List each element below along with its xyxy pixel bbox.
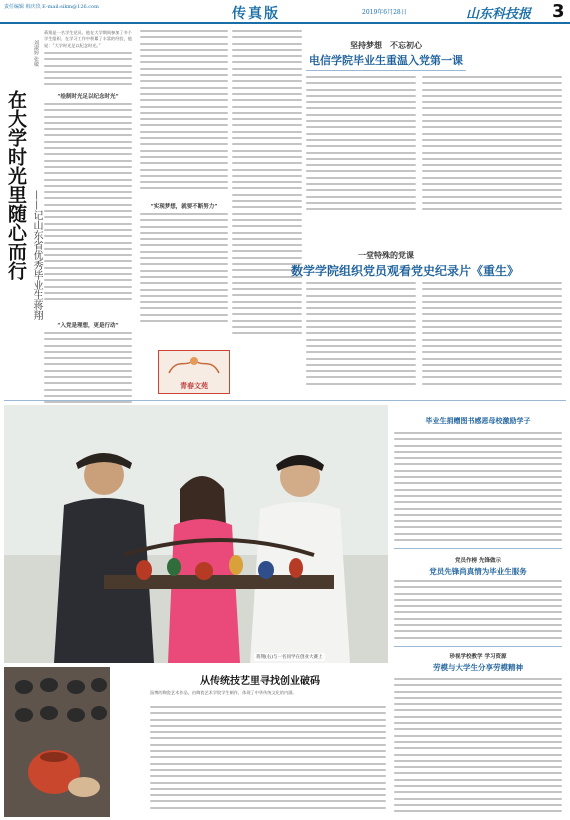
bottom-story-headline: 从传统技艺里寻找创业破码 [200, 676, 320, 687]
lead-subhead-3: “实现梦想，就要不断努力” [150, 204, 218, 210]
editor-info: 责任编辑 韩庆玖 E-mail:sikm@126.com [4, 4, 99, 10]
section-divider [4, 400, 566, 401]
bottom-story-lead: 淄博的陶瓷艺术作品，由陶瓷艺术学院学生制作，体现了中华传统文化的内涵。 [150, 690, 297, 695]
donation-text [394, 432, 562, 544]
lead-headline: 在大学时光里随心而行 [5, 90, 27, 280]
donation-headline: 毕业生捐赠图书感恩母校激励学子 [425, 416, 531, 425]
photo-caption: 蒋翔(右)与一名同学在创业大赛上 [256, 655, 323, 660]
service-text [394, 580, 562, 642]
literary-stamp [158, 350, 230, 394]
page-number: 3 [552, 1, 565, 22]
mid-story-kicker: 一堂特殊的党课 [358, 250, 414, 260]
lead-text-block [44, 103, 132, 308]
divider [394, 548, 562, 549]
stamp-label: 青春文苑 [180, 381, 208, 390]
issue-date: 2019年6月28日 [362, 9, 407, 16]
top-story-text [306, 76, 416, 221]
top-story-headline: 电信学院毕业生重温入党第一课 [309, 54, 463, 67]
mid-story-text [422, 282, 562, 392]
lead-text-block [232, 30, 302, 350]
service-kicker: 党员作榜 先锋做示 [455, 558, 501, 564]
flower-illustration [159, 351, 229, 377]
lead-intro-text: 蒋翔是一名学生党员。他在大学期间参加了多个学生组织，在学习工作中积累了丰富的经验，他说：“大学时光足以纪念时光。” [44, 30, 132, 48]
divider [306, 70, 466, 71]
pottery-illustration [4, 667, 110, 817]
top-story-text [422, 76, 562, 221]
bottom-story-text [150, 706, 386, 816]
students-with-ceramics-illustration [4, 405, 388, 663]
lead-text-block [140, 213, 228, 333]
newspaper-logo: 山东科技报 [466, 7, 532, 22]
section-title: 传真版 [232, 6, 280, 22]
lead-subhead-2: “入党是理想，更是行动” [57, 323, 119, 329]
page-header [0, 0, 570, 24]
mid-story-headline: 数学学院组织党员观看党史纪录片《重生》 [290, 264, 519, 278]
divider [394, 646, 562, 647]
lead-text-block [44, 52, 132, 88]
model-worker-text [394, 678, 562, 816]
lead-subhead-1: “绘制时光足以纪念时光” [57, 94, 119, 100]
mid-story-text [306, 282, 416, 392]
model-worker-kicker: 珍视学校教学 学习资源 [449, 654, 507, 660]
top-story-kicker: 坚持梦想 不忘初心 [350, 40, 422, 50]
feature-photo [4, 405, 388, 663]
lead-subtitle: ——记山东省优秀毕业生蒋翔 [31, 190, 42, 320]
model-worker-headline: 劳模与大学生分享劳模精神 [433, 663, 523, 672]
lead-author: 刘淑婷 张敏 [33, 40, 39, 67]
service-headline: 党员先锋尚真情为毕业生服务 [429, 567, 527, 576]
pottery-workshop-photo [4, 667, 110, 817]
lead-text-block [140, 30, 228, 200]
